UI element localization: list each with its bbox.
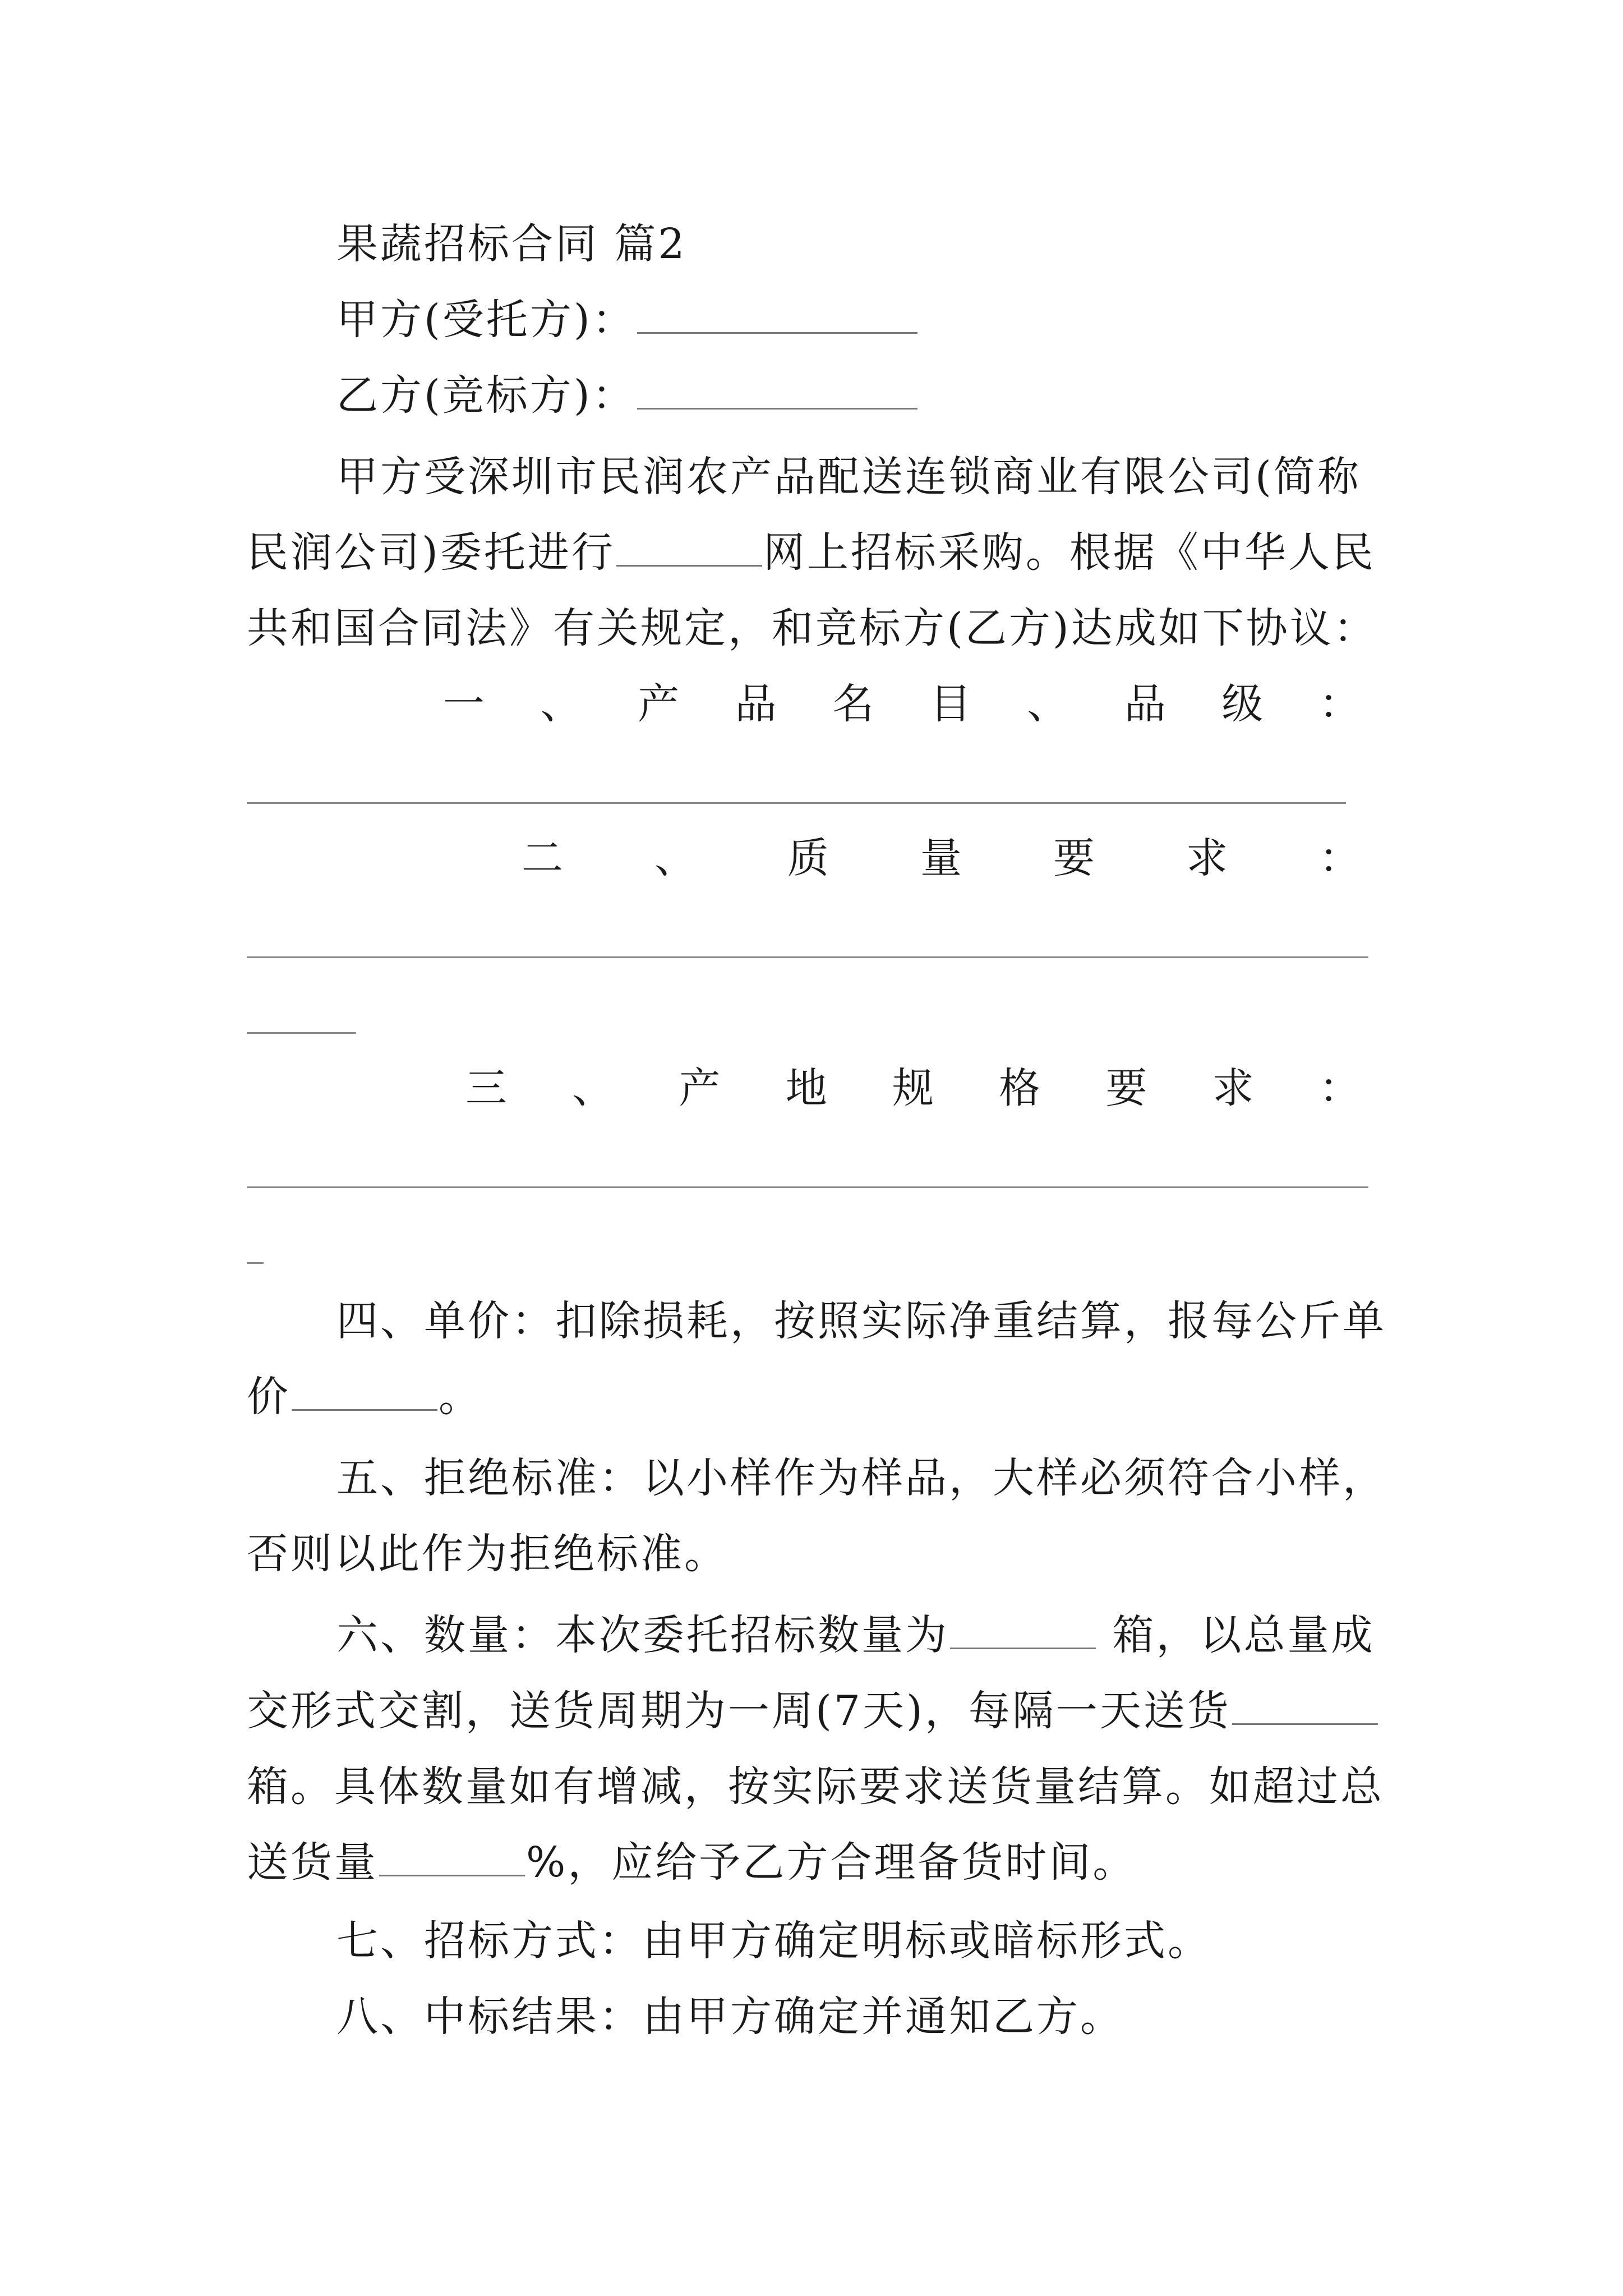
intro-line-1: 甲方受深圳市民润农产品配送连锁商业有限公司(简称: [336, 453, 1361, 501]
section-1-char: 品: [735, 680, 779, 728]
section-1-char: 品: [1124, 680, 1168, 728]
section-4-line-2: [247, 1369, 1385, 1425]
procurement-blank: [616, 563, 762, 567]
section-6-line-3: 箱。具体数量如有增减，按实际要求送货量结算。如超过总: [247, 1763, 1384, 1811]
section-1-char: 、: [540, 680, 584, 728]
section-5-line-1: 五、拒绝标准：以小样作为样品，大样必须符合小样，: [336, 1454, 1386, 1502]
delivery-blank: [1232, 1721, 1378, 1725]
section-6-line-4a: 送货量: [247, 1838, 378, 1887]
section-1-char: 产: [638, 680, 682, 728]
intro-line-2: [247, 524, 1385, 581]
section-3-char: 地: [785, 1064, 829, 1112]
section-6-line-2: [247, 1683, 1385, 1739]
party-a-label: 甲方(受托方)：: [336, 296, 636, 344]
party-b-blank: [637, 406, 917, 409]
document-title: 果蔬招标合同 篇2: [336, 220, 687, 268]
section-1-heading: [443, 676, 1363, 732]
section-2-char: 质: [787, 834, 831, 882]
section-6-line-1: [336, 1607, 1475, 1663]
section-2-blank-line-tail: [247, 1032, 356, 1034]
section-4-line-2b: 。: [439, 1373, 482, 1421]
section-2-char: ：: [1319, 834, 1363, 882]
section-3-char: 、: [572, 1064, 616, 1112]
section-7: 七、招标方式：由甲方确定明标或暗标形式。: [336, 1917, 1211, 1965]
section-1-blank-line: [247, 802, 1346, 804]
party-a-line: [336, 292, 1475, 348]
intro-line-2b: 网上招标采购。根据《中华人民: [763, 528, 1376, 577]
section-8: 八、中标结果：由甲方确定并通知乙方。: [336, 1993, 1124, 2041]
section-1-char: 一: [443, 680, 487, 728]
intro-line-2a: 民润公司)委托进行: [247, 528, 615, 577]
party-a-blank: [637, 330, 917, 334]
section-2-char: 量: [920, 834, 964, 882]
section-2-char: 求: [1186, 834, 1230, 882]
section-2-blank-line: [247, 956, 1368, 958]
section-1-char: ：: [1318, 680, 1363, 728]
section-6-line-1b: 箱，以总量成: [1097, 1611, 1375, 1659]
section-1-char: 目: [929, 680, 974, 728]
intro-line-3: 共和国合同法》有关规定，和竞标方(乙方)达成如下协议：: [247, 604, 1377, 652]
section-2-char: 要: [1053, 834, 1097, 882]
section-3-char: 产: [679, 1064, 723, 1112]
quantity-blank: [950, 1645, 1096, 1649]
section-3-char: 格: [999, 1064, 1043, 1112]
section-3-blank-line-tail: [247, 1262, 264, 1264]
section-5-line-2: 否则以此作为拒绝标准。: [247, 1530, 728, 1578]
section-6-line-2-text: 交形式交割，送货周期为一周(7天)，每隔一天送货: [247, 1687, 1231, 1735]
section-4-line-2a: 价: [247, 1373, 291, 1421]
section-2-char: 二: [522, 834, 565, 882]
section-6-line-4b: %，应给予乙方合理备货时间。: [526, 1838, 1137, 1887]
section-3-char: 三: [465, 1064, 509, 1112]
section-1-char: 、: [1027, 680, 1071, 728]
party-b-label: 乙方(竞标方)：: [336, 371, 636, 420]
party-b-line: [336, 367, 1475, 424]
section-1-char: 级: [1221, 680, 1266, 728]
section-2-char: 、: [654, 834, 698, 882]
section-4-line-1: 四、单价：扣除损耗，按照实际净重结算，报每公斤单: [336, 1297, 1386, 1345]
section-6-line-1a: 六、数量：本次委托招标数量为: [336, 1611, 949, 1659]
section-3-blank-line: [247, 1186, 1368, 1188]
section-2-heading: [522, 830, 1363, 886]
section-3-char: 要: [1105, 1064, 1150, 1112]
section-3-char: 求: [1212, 1064, 1256, 1112]
section-1-char: 名: [832, 680, 877, 728]
section-3-char: 规: [892, 1064, 936, 1112]
unit-price-blank: [292, 1407, 437, 1411]
section-6-line-4: [247, 1834, 1385, 1890]
percent-blank: [379, 1872, 525, 1876]
section-3-char: ：: [1319, 1064, 1363, 1112]
section-3-heading: [465, 1060, 1363, 1116]
